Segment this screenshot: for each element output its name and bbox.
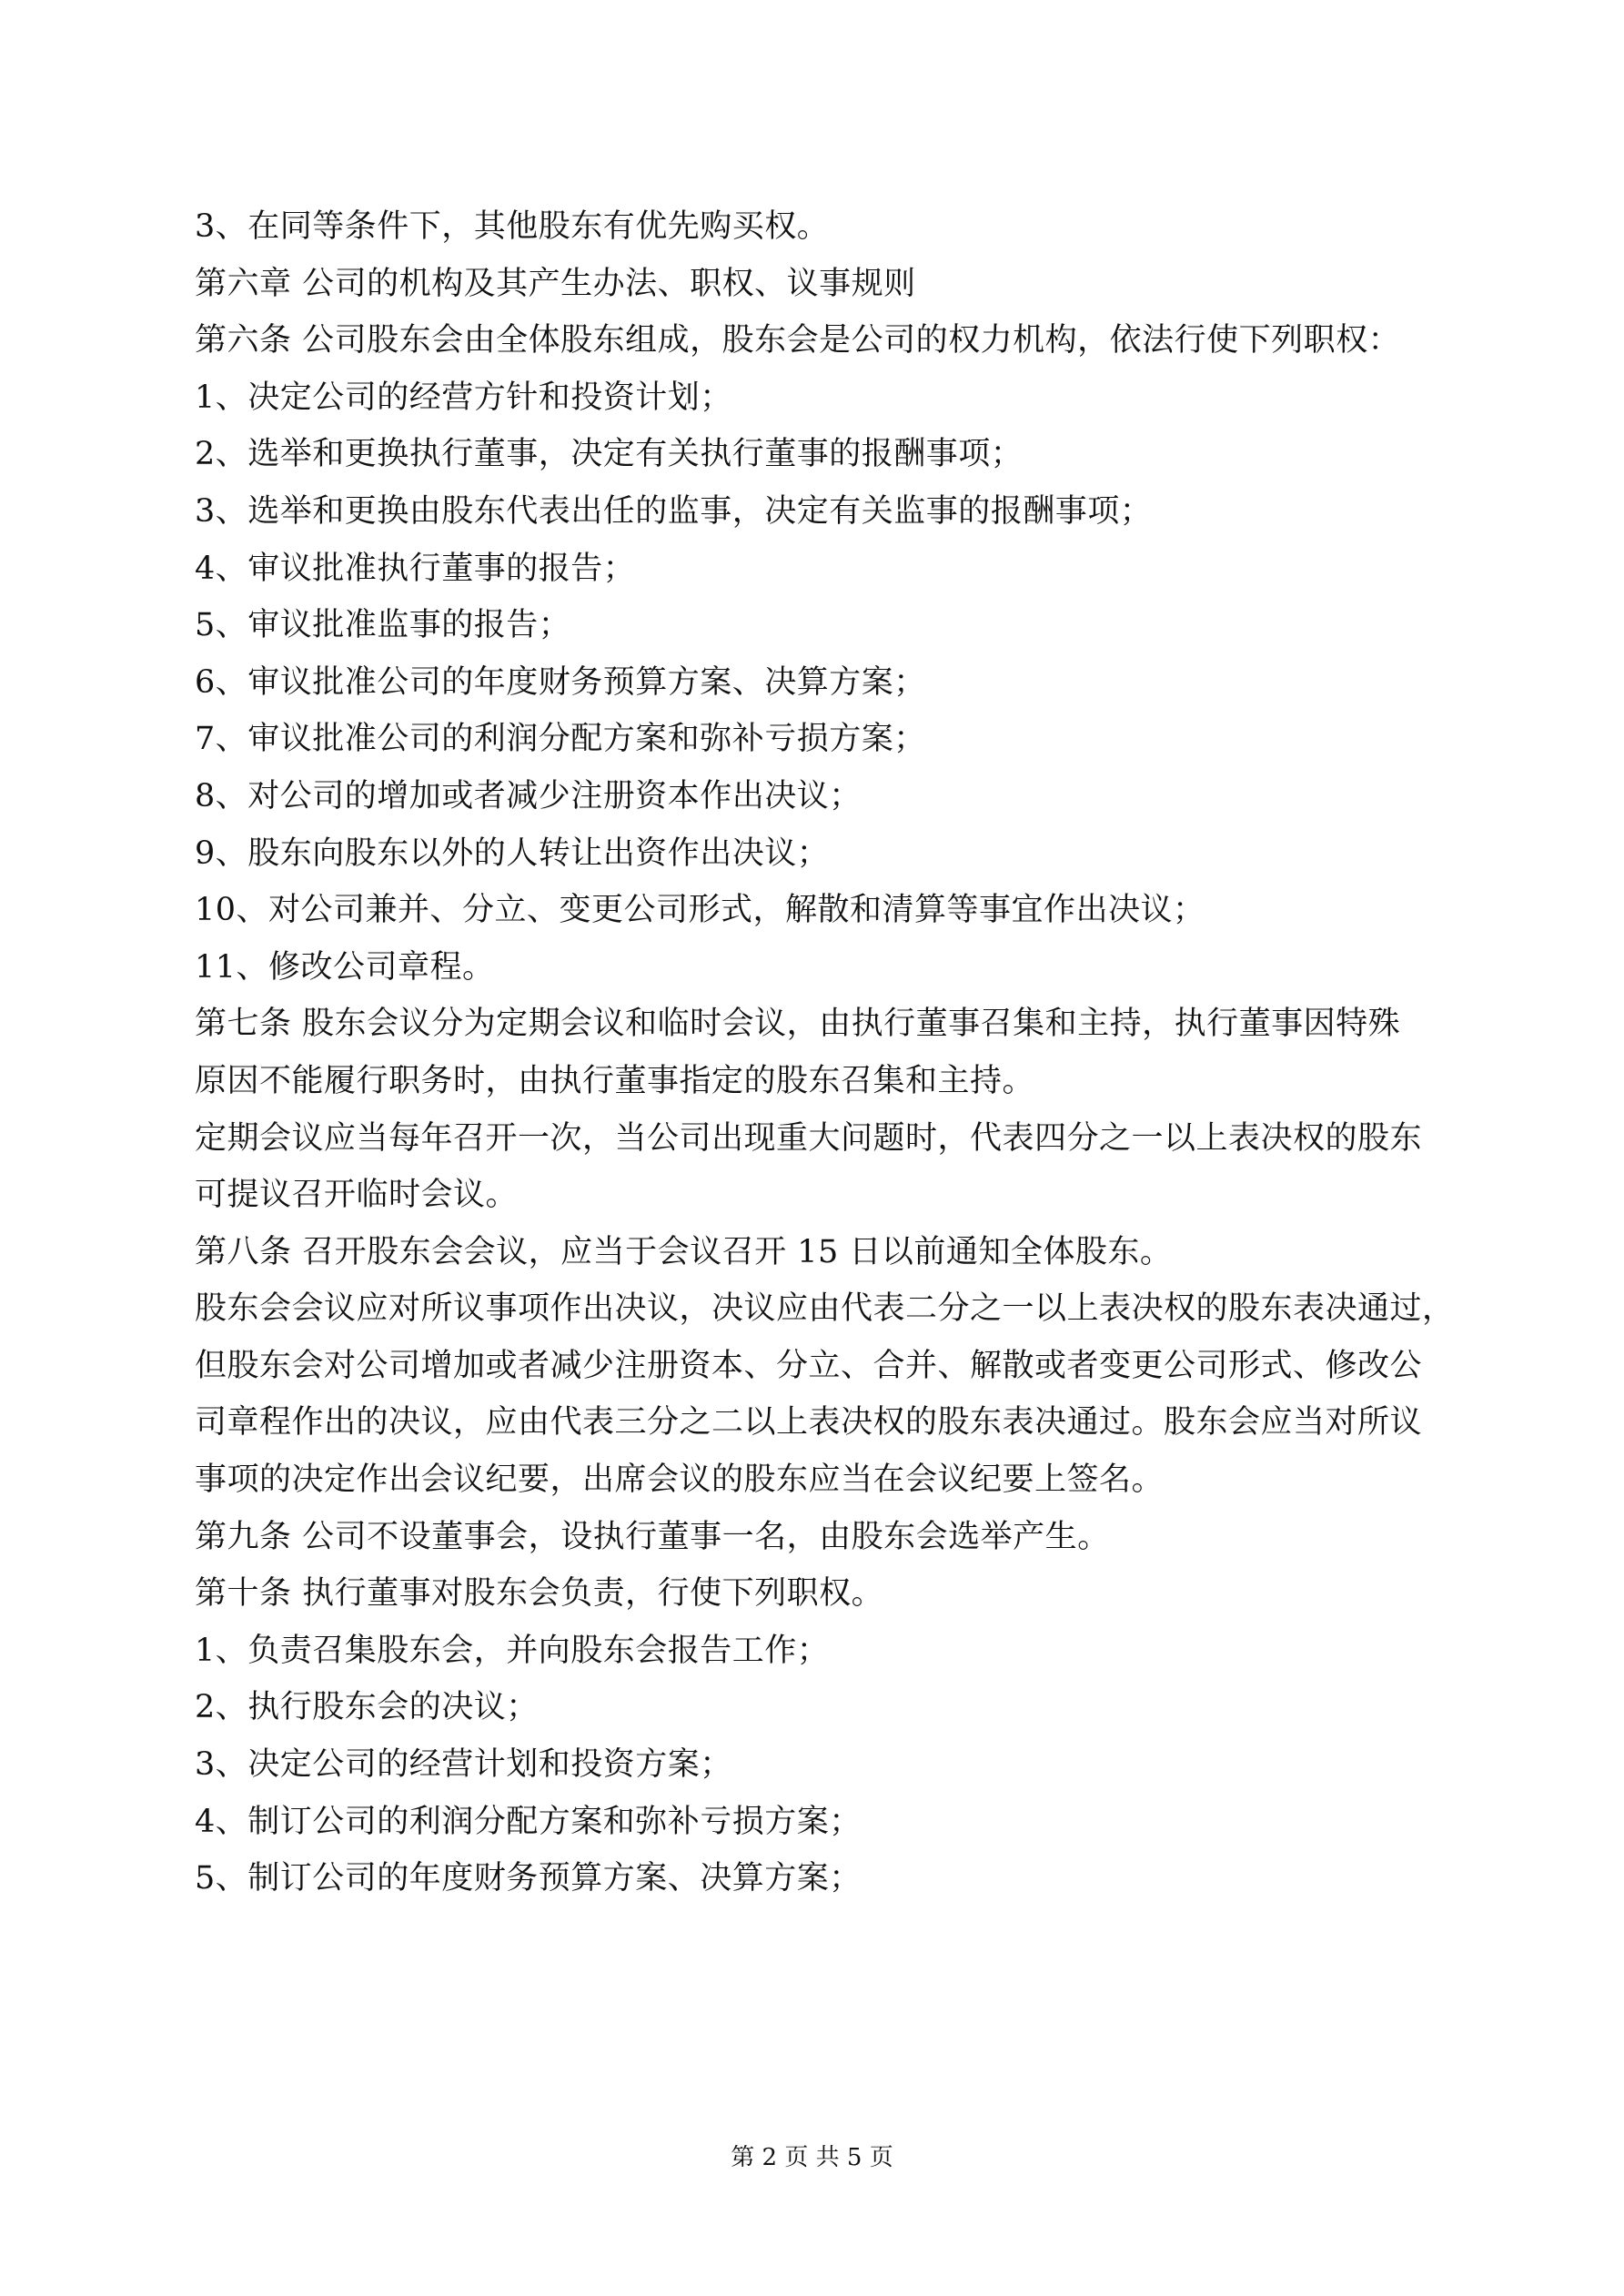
- article-line: 第九条 公司不设董事会，设执行董事一名，由股东会选举产生。: [195, 1518, 1110, 1555]
- list-item: 2、选举和更换执行董事，决定有关执行董事的报酬事项；: [195, 436, 1024, 473]
- list-item: 8、对公司的增加或者减少注册资本作出决议；: [195, 777, 862, 814]
- list-item: 9、股东向股东以外的人转让出资作出决议；: [195, 834, 830, 872]
- body-line: 可提议召开临时会议。: [195, 1177, 519, 1214]
- article-line: 第十条 执行董事对股东会负责，行使下列职权。: [195, 1575, 884, 1613]
- article-line: 第八条 召开股东会会议，应当于会议召开 15 日以前通知全体股东。: [195, 1233, 1173, 1270]
- list-item: 2、执行股东会的决议；: [195, 1689, 539, 1726]
- list-item: 1、决定公司的经营方针和投资计划；: [195, 379, 732, 416]
- list-item: 5、审议批准监事的报告；: [195, 607, 571, 644]
- body-line: 司章程作出的决议，应由代表三分之二以上表决权的股东表决通过。股东会应当对所议: [195, 1404, 1423, 1441]
- body-line: 股东会会议应对所议事项作出决议，决议应由代表二分之一以上表决权的股东表决通过，: [195, 1290, 1455, 1328]
- list-item: 10、对公司兼并、分立、变更公司形式，解散和清算等事宜作出决议；: [195, 892, 1205, 929]
- article-line: 第六条 公司股东会由全体股东组成，股东会是公司的权力机构，依法行使下列职权：: [195, 322, 1401, 359]
- list-item: 6、审议批准公司的年度财务预算方案、决算方案；: [195, 663, 926, 701]
- list-item: 11、修改公司章程。: [195, 948, 495, 986]
- body-line: 3、在同等条件下，其他股东有优先购买权。: [195, 208, 830, 245]
- list-item: 3、选举和更换由股东代表出任的监事，决定有关监事的报酬事项；: [195, 492, 1153, 530]
- list-item: 3、决定公司的经营计划和投资方案；: [195, 1746, 732, 1784]
- list-item: 4、制订公司的利润分配方案和弥补亏损方案；: [195, 1803, 862, 1840]
- body-line: 但股东会对公司增加或者减少注册资本、分立、合并、解散或者变更公司形式、修改公: [195, 1347, 1423, 1384]
- list-item: 7、审议批准公司的利润分配方案和弥补亏损方案；: [195, 721, 926, 758]
- list-item: 1、负责召集股东会，并向股东会报告工作；: [195, 1632, 830, 1669]
- body-line: 事项的决定作出会议纪要，出席会议的股东应当在会议纪要上签名。: [195, 1462, 1165, 1499]
- body-line: 原因不能履行职务时，由执行董事指定的股东召集和主持。: [195, 1062, 1035, 1099]
- chapter-heading: 第六章 公司的机构及其产生办法、职权、议事规则: [195, 265, 916, 302]
- page-number-footer: 第 2 页 共 5 页: [731, 2144, 893, 2171]
- body-line: 定期会议应当每年召开一次，当公司出现重大问题时，代表四分之一以上表决权的股东: [195, 1119, 1423, 1157]
- article-line: 第七条 股东会议分为定期会议和临时会议，由执行董事召集和主持，执行董事因特殊: [195, 1006, 1401, 1043]
- document-body: [195, 198, 1455, 1907]
- list-item: 4、审议批准执行董事的报告；: [195, 550, 636, 587]
- list-item: 5、制订公司的年度财务预算方案、决算方案；: [195, 1860, 862, 1897]
